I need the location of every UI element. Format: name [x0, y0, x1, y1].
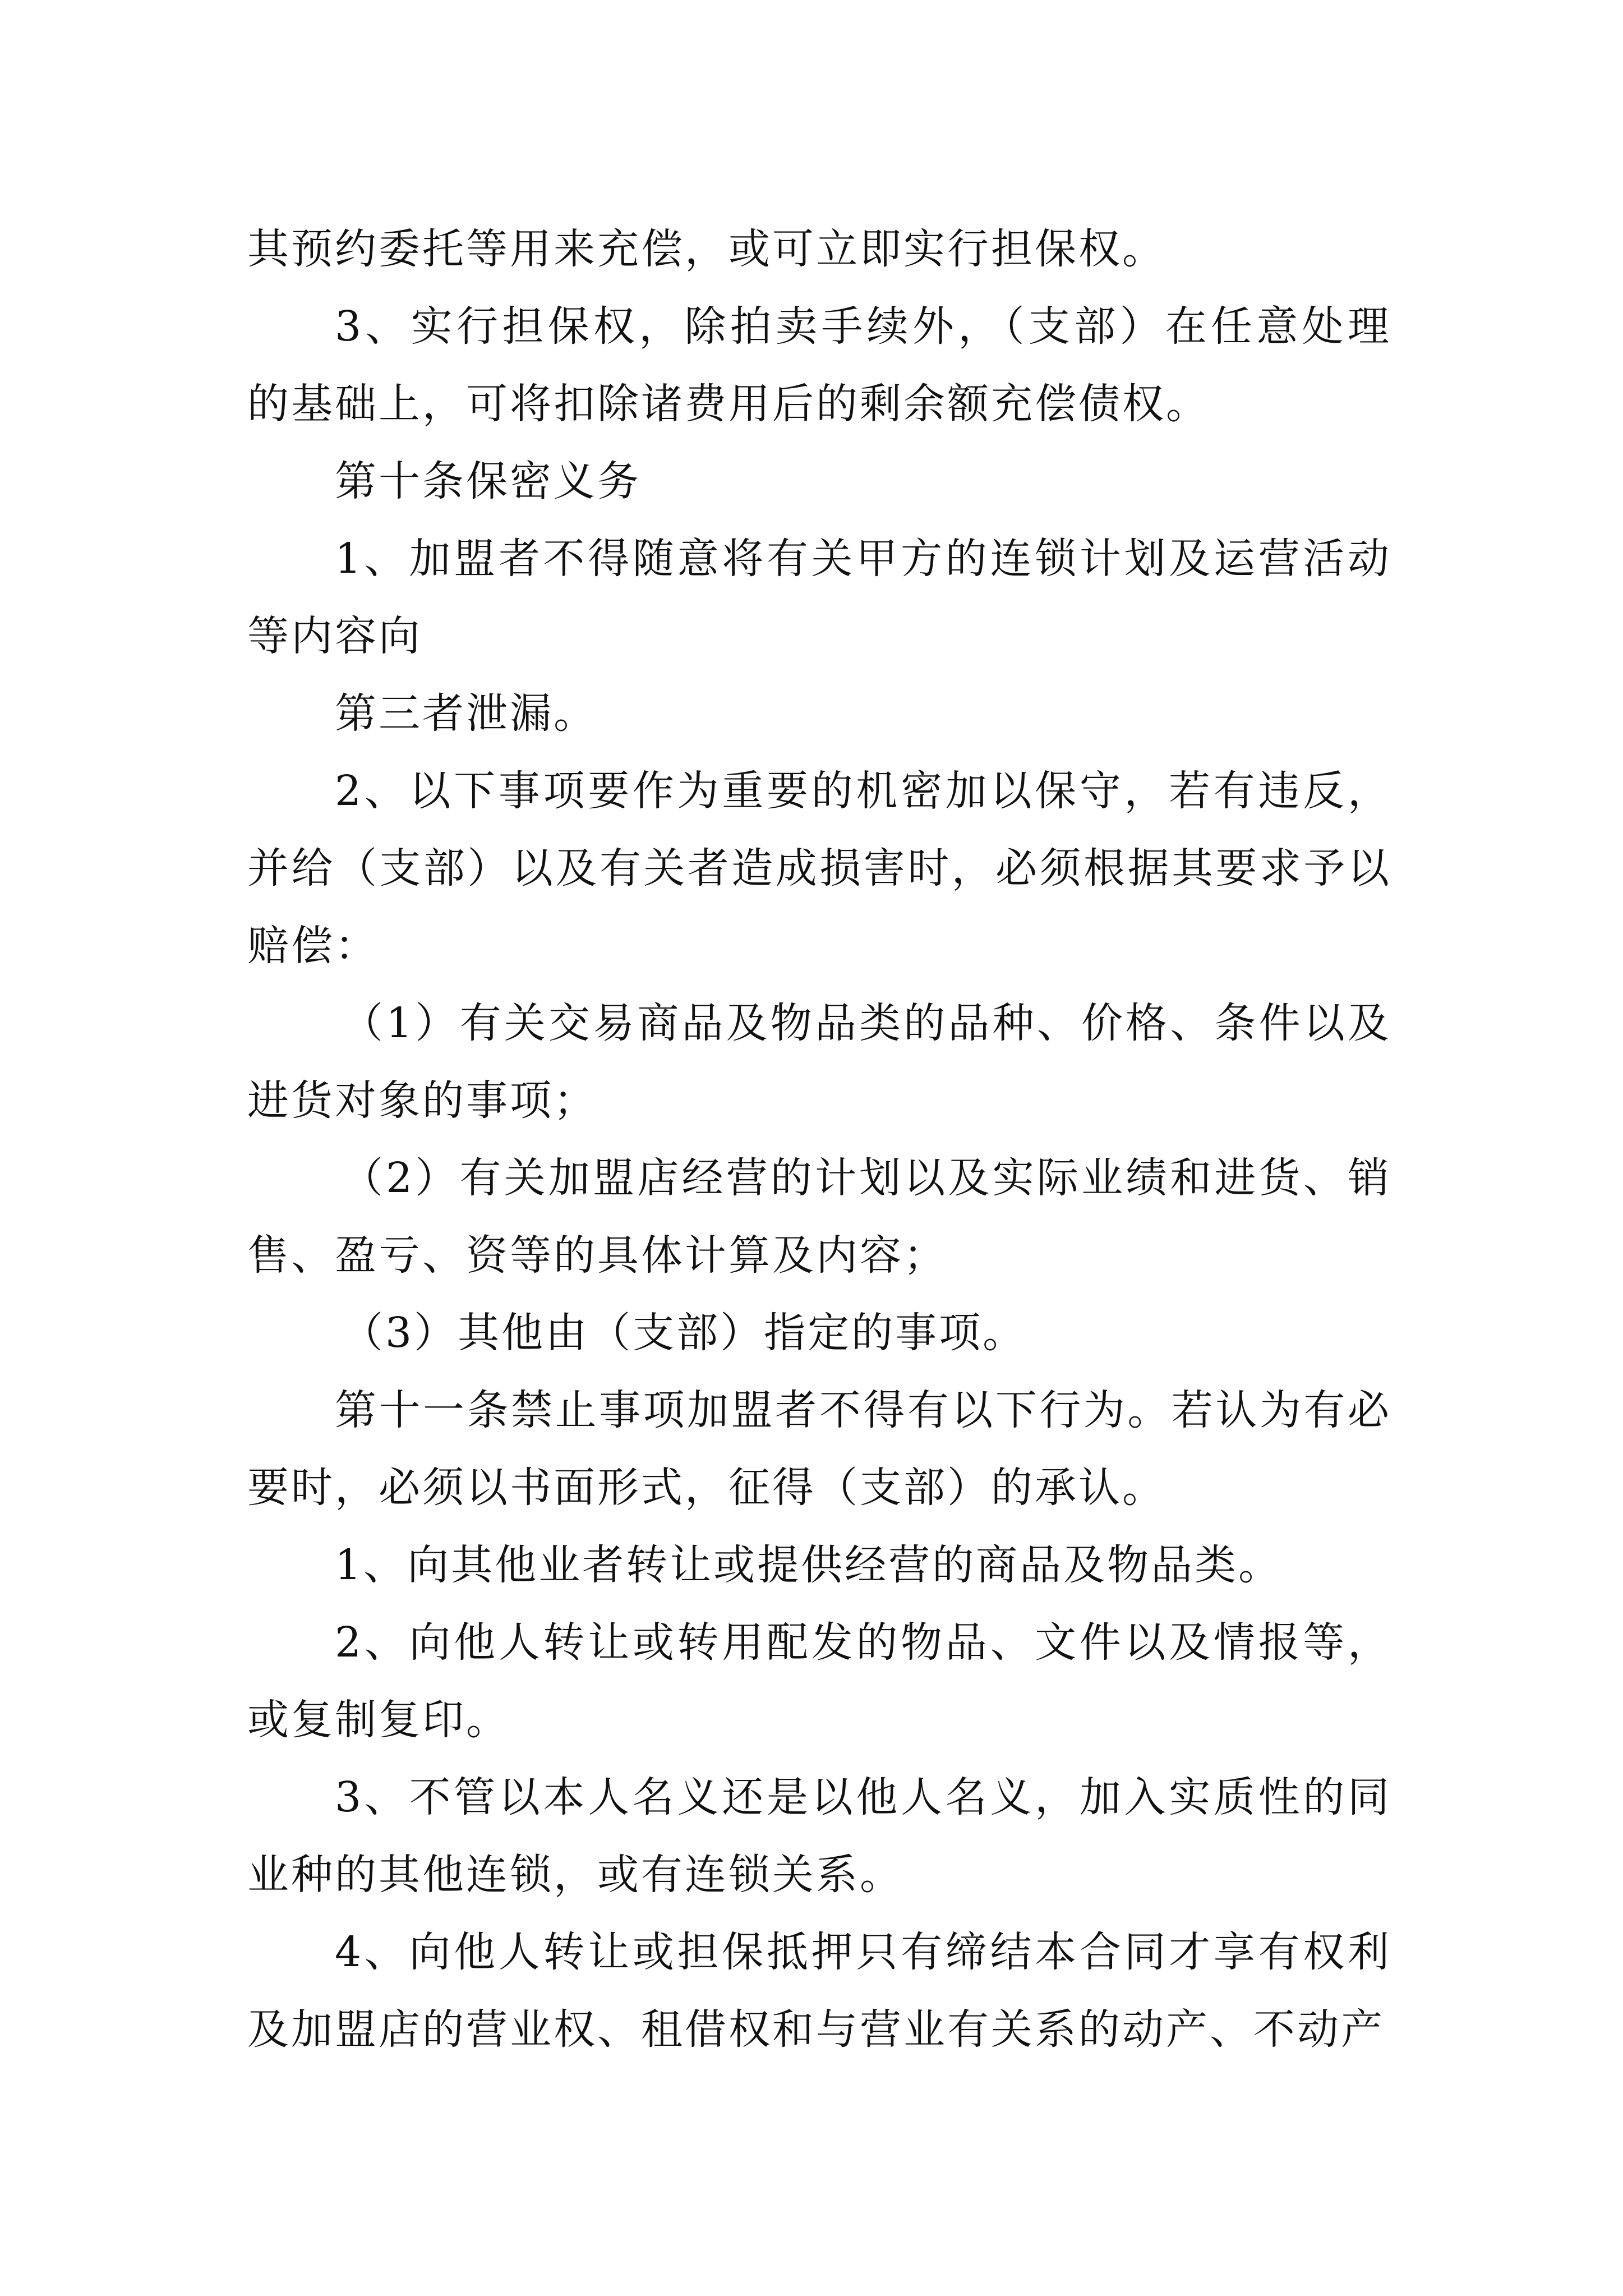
paragraph-continuation: 其预约委托等用来充偿，或可立即实行担保权。: [247, 225, 1166, 273]
subitem-1: （1）有关交易商品及物品类的品种、价格、条件以及进货对象的事项；: [247, 999, 1391, 1125]
article-11-paragraph: 第十一条禁止事项加盟者不得有以下行为。若认为有必要时，必须以书面形式，征得（支部）的承认。: [247, 1386, 1391, 1512]
document-body: [247, 210, 1391, 2068]
prohibited-item-4: 4、向他人转让或担保抵押只有缔结本合同才享有权利及加盟店的营业权、租借权和与营业有关系的动产、不动产: [247, 1928, 1391, 2054]
paragraph-item-1-continued: 第三者泄漏。: [335, 689, 597, 738]
prohibited-item-2: 2、向他人转让或转用配发的物品、文件以及情报等，或复制复印。: [247, 1618, 1391, 1744]
paragraph-item-3: 3、实行担保权，除拍卖手续外，（支部）在任意处理的基础上，可将扣除诸费用后的剩余额充偿债权。: [247, 302, 1391, 428]
article-10-heading: 第十条保密义务: [335, 457, 641, 505]
subitem-3: （3）其他由（支部）指定的事项。: [342, 1309, 1027, 1357]
paragraph-item-2: 2、以下事项要作为重要的机密加以保守，若有违反，并给（支部）以及有关者造成损害时，必须根据其要求予以赔偿：: [247, 767, 1391, 970]
prohibited-item-1: 1、向其他业者转让或提供经营的商品及物品类。: [335, 1541, 1283, 1589]
prohibited-item-3: 3、不管以本人名义还是以他人名义，加入实质性的同业种的其他连锁，或有连锁关系。: [247, 1773, 1391, 1899]
subitem-2: （2）有关加盟店经营的计划以及实际业绩和进货、销售、盈亏、资等的具体计算及内容；: [247, 1154, 1391, 1280]
paragraph-item-1: 1、加盟者不得随意将有关甲方的连锁计划及运营活动等内容向: [247, 535, 1391, 660]
